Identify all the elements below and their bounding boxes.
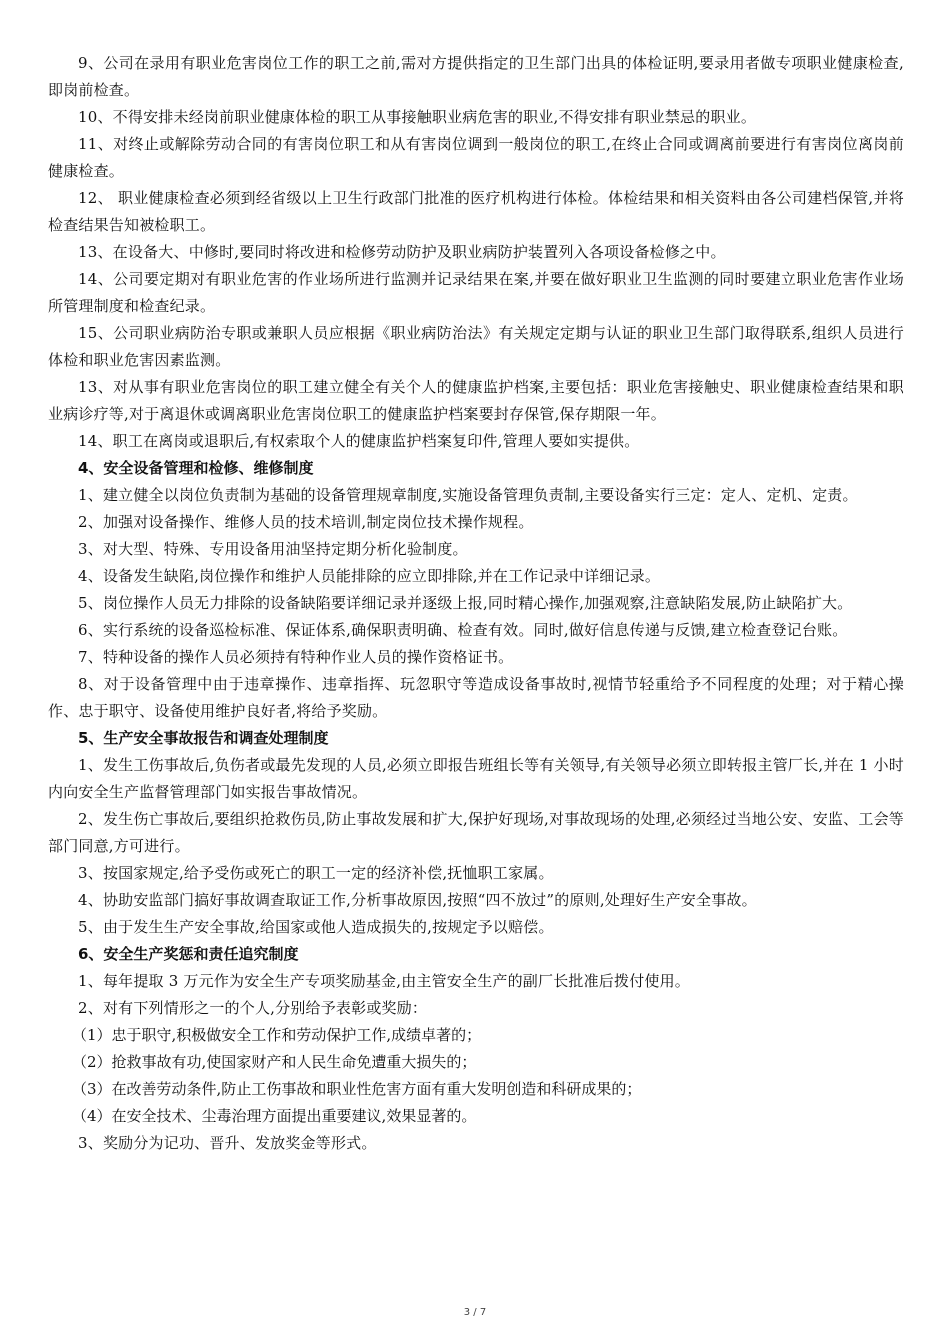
page-number: 3 / 7	[463, 1307, 487, 1318]
paragraph: 10、不得安排未经岗前职业健康体检的职工从事接触职业病危害的职业,不得安排有职业禁忌的职业。	[78, 108, 757, 126]
document-body	[48, 50, 904, 1157]
paragraph: 1、建立健全以岗位负责制为基础的设备管理规章制度,实施设备管理负责制,主要设备实行三定：定人、定机、定责。	[78, 486, 858, 504]
paragraph: 14、职工在离岗或退职后,有权索取个人的健康监护档案复印件,管理人要如实提供。	[78, 432, 640, 450]
paragraph: 3、奖励分为记功、晋升、发放奖金等形式。	[78, 1134, 377, 1152]
paragraph: 7、特种设备的操作人员必须持有特种作业人员的操作资格证书。	[78, 648, 514, 666]
section-heading-6: 6、安全生产奖惩和责任追究制度	[78, 945, 299, 963]
paragraph: 13、在设备大、中修时,要同时将改进和检修劳动防护及职业病防护装置列入各项设备检修之中。	[78, 243, 726, 261]
paragraph: 1、每年提取 3 万元作为安全生产专项奖励基金,由主管安全生产的副厂长批准后拨付使用。	[78, 972, 690, 990]
paragraph: 4、协助安监部门搞好事故调查取证工作,分析事故原因,按照“四不放过”的原则,处理好生产安全事故。	[78, 891, 757, 909]
paragraph: 4、设备发生缺陷,岗位操作和维护人员能排除的应立即排除,并在工作记录中详细记录。	[78, 567, 661, 585]
paragraph: 9、公司在录用有职业危害岗位工作的职工之前,需对方提供指定的卫生部门出具的体检证明,要录用者做专项职业健康检查,即岗前检查。	[48, 54, 904, 99]
paragraph: 2、对有下列情形之一的个人,分别给予表彰或奖励：	[78, 999, 428, 1017]
paragraph: 3、对大型、特殊、专用设备用油坚持定期分析化验制度。	[78, 540, 468, 558]
paragraph: 2、发生伤亡事故后,要组织抢救伤员,防止事故发展和扩大,保护好现场,对事故现场的处理,必须经过当地公安、安监、工会等部门同意,方可进行。	[48, 810, 904, 855]
paragraph: 1、发生工伤事故后,负伤者或最先发现的人员,必须立即报告班组长等有关领导,有关领导必须立即转报主管厂长,并在 1 小时内向安全生产监督管理部门如实报告事故情况。	[48, 756, 904, 801]
list-item: （3）在改善劳动条件,防止工伤事故和职业性危害方面有重大发明创造和科研成果的；	[72, 1080, 642, 1098]
paragraph: 12、 职业健康检查必须到经省级以上卫生行政部门批准的医疗机构进行体检。体检结果和相关资料由各公司建档保管,并将检查结果告知被检职工。	[48, 189, 904, 234]
list-item: （2）抢救事故有功,使国家财产和人民生命免遭重大损失的；	[72, 1053, 477, 1071]
section-heading-5: 5、生产安全事故报告和调查处理制度	[78, 729, 329, 747]
paragraph: 5、由于发生生产安全事故,给国家或他人造成损失的,按规定予以赔偿。	[78, 918, 554, 936]
paragraph: 15、公司职业病防治专职或兼职人员应根据《职业病防治法》有关规定定期与认证的职业卫生部门取得联系,组织人员进行体检和职业危害因素监测。	[48, 324, 904, 369]
list-item: （1）忠于职守,积极做安全工作和劳动保护工作,成绩卓著的；	[72, 1026, 482, 1044]
paragraph: 3、按国家规定,给予受伤或死亡的职工一定的经济补偿,抚恤职工家属。	[78, 864, 554, 882]
section-heading-4: 4、安全设备管理和检修、维修制度	[78, 459, 314, 477]
paragraph: 5、岗位操作人员无力排除的设备缺陷要详细记录并逐级上报,同时精心操作,加强观察,注意缺陷发展,防止缺陷扩大。	[78, 594, 853, 612]
paragraph: 11、对终止或解除劳动合同的有害岗位职工和从有害岗位调到一般岗位的职工,在终止合同或调离前要进行有害岗位离岗前健康检查。	[48, 135, 904, 180]
list-item: （4）在安全技术、尘毒治理方面提出重要建议,效果显著的。	[72, 1107, 477, 1125]
paragraph: 14、公司要定期对有职业危害的作业场所进行监测并记录结果在案,并要在做好职业卫生监测的同时要建立职业危害作业场所管理制度和检查纪录。	[48, 270, 904, 315]
paragraph: 13、对从事有职业危害岗位的职工建立健全有关个人的健康监护档案,主要包括：职业危害接触史、职业健康检查结果和职业病诊疗等,对于离退休或调离职业危害岗位职工的健康监护档案要封存保管,保存期限一年。	[48, 378, 904, 423]
paragraph: 6、实行系统的设备巡检标准、保证体系,确保职责明确、检查有效。同时,做好信息传递与反馈,建立检查登记台账。	[78, 621, 848, 639]
paragraph: 2、加强对设备操作、维修人员的技术培训,制定岗位技术操作规程。	[78, 513, 534, 531]
paragraph: 8、对于设备管理中由于违章操作、违章指挥、玩忽职守等造成设备事故时,视情节轻重给予不同程度的处理；对于精心操作、忠于职守、设备使用维护良好者,将给予奖励。	[48, 675, 904, 720]
